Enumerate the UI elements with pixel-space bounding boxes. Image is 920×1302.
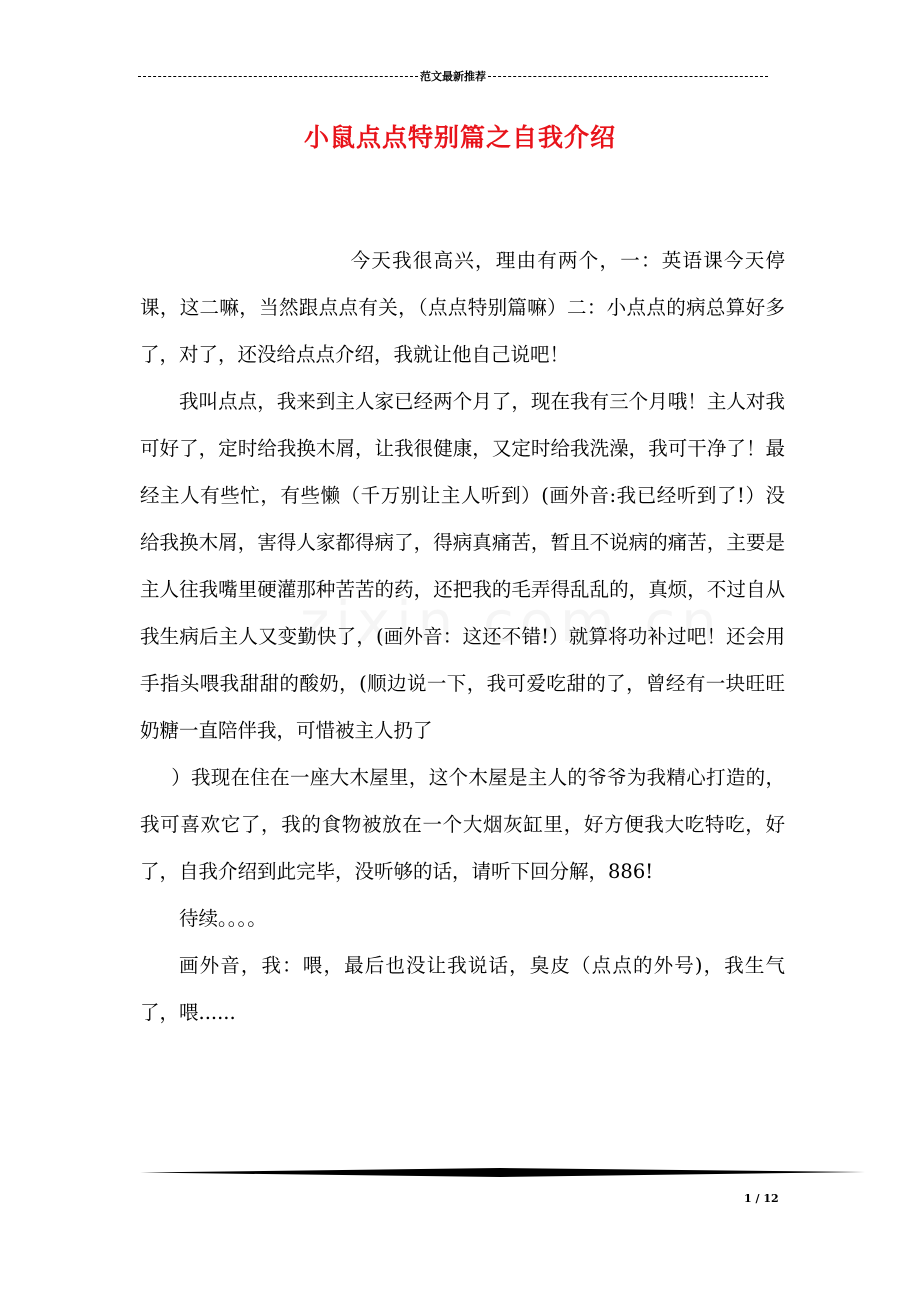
page-number: 1 / 12 [744,1192,779,1205]
paragraph-4: 待续。。。。 [179,907,267,930]
paragraph-1: 今天我很高兴，理由有两个，一：英语课今天停课，这二嘛，当然跟点点有关，（点点特别篇嘛）二：小点点的病总算好多了，对了，还没给点点介绍，我就让他自己说吧！ [140,249,785,366]
document-body [140,237,785,1036]
paragraph-3: ）我现在住在一座大木屋里，这个木屋是主人的爷爷为我精心打造的，我可喜欢它了，我的食物被放在一个大烟灰缸里，好方便我大吃特吃，好了，自我介绍到此完毕，没听够的话，请听下回分解，886! [140,766,785,883]
page-header [138,66,768,86]
header-dash-right [488,76,768,77]
document-title: 小鼠点点特别篇之自我介绍 [303,123,616,152]
header-label: 范文最新推荐 [420,70,486,83]
footer-rule [140,1168,865,1177]
paragraph-2: 我叫点点，我来到主人家已经两个月了，现在我有三个月哦！主人对我可好了，定时给我换木屑，让我很健康，又定时给我洗澡，我可干净了！最经主人有些忙，有些懒（千万别让主人听到）(画外音:我已经听到了!）没给我换木屑，害得人家都得病了，得病真痛苦，暂且不说病的痛苦，主要是主人往我嘴里硬灌那种苦苦的药，还把我的毛弄得乱乱的，真烦，不过自从我生病后主人又变勤快了，(画外音：这还不错!）就算将功补过吧！还会用手指头喂我甜甜的酸奶，(顺边说一下，我可爱吃甜的了，曾经有一块旺旺奶糖一直陪伴我，可惜被主人扔了 [140,390,785,742]
header-dash-left [138,76,418,77]
paragraph-5: 画外音，我：喂，最后也没让我说话，臭皮（点点的外号)，我生气了，喂...... [140,954,785,1024]
